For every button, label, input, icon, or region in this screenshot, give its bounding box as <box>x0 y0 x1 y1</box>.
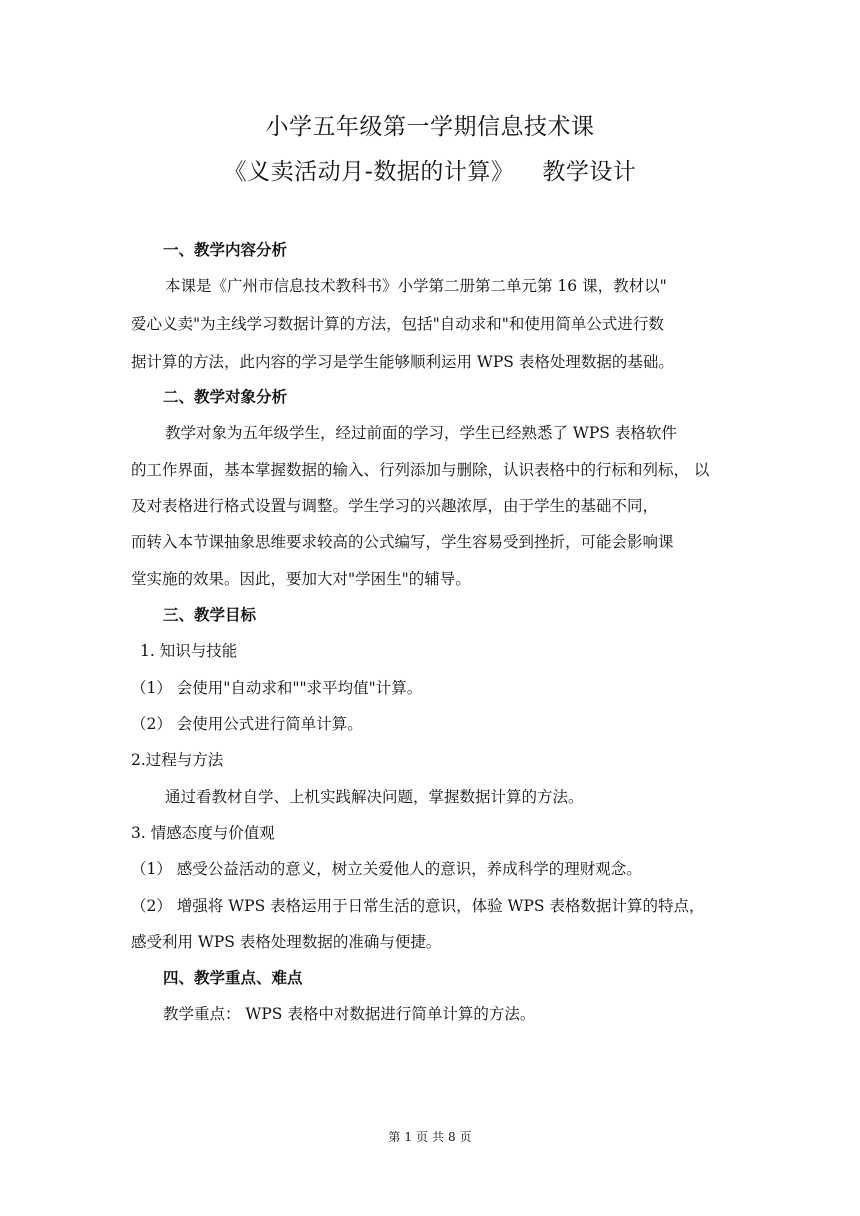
objective-subitem: （1） 会使用"自动求和""求平均值"计算。 <box>131 679 423 697</box>
section-heading-content-analysis: 一、教学内容分析 <box>163 241 288 259</box>
objective-subitem: 通过看教材自学、上机实践解决问题，掌握数据计算的方法。 <box>165 788 584 806</box>
design-label: 教学设计 <box>542 159 637 185</box>
objective-subitem: （2） 增强将 WPS 表格运用于日常生活的意识，体验 WPS 表格数据计算的特点， <box>131 897 705 915</box>
paragraph-line: 据计算的方法，此内容的学习是学生能够顺利运用 WPS 表格处理数据的基础。 <box>131 353 674 371</box>
lesson-title: 《义卖活动月-数据的计算》 <box>223 159 515 185</box>
paragraph-line: 教学对象为五年级学生，经过前面的学习，学生已经熟悉了 WPS 表格软件 <box>165 424 677 442</box>
section-heading-student-analysis: 二、教学对象分析 <box>163 388 288 406</box>
section-heading-key-points: 四、教学重点、难点 <box>163 969 303 987</box>
paragraph-line: 爱心义卖"为主线学习数据计算的方法，包括"自动求和"和使用简单公式进行数 <box>131 315 664 333</box>
objective-item: 3. 情感态度与价值观 <box>131 824 275 842</box>
paragraph-line: 而转入本节课抽象思维要求较高的公式编写，学生容易受到挫折，可能会影响课 <box>131 533 674 551</box>
page-footer <box>0 1128 860 1145</box>
paragraph-line: 教学重点： WPS 表格中对数据进行简单计算的方法。 <box>163 1005 536 1023</box>
objective-subitem: 感受利用 WPS 表格处理数据的准确与便捷。 <box>131 933 442 951</box>
objective-item: 2.过程与方法 <box>131 751 224 769</box>
section-heading-objectives: 三、教学目标 <box>163 606 257 624</box>
paragraph-line: 的工作界面，基本掌握数据的输入、行列添加与删除，认识表格中的行标和列标， 以 <box>131 461 710 479</box>
paragraph-line: 及对表格进行格式设置与调整。学生学习的兴趣浓厚，由于学生的基础不同， <box>131 497 659 515</box>
paragraph-line: 堂实施的效果。因此，要加大对"学困生"的辅导。 <box>131 570 471 588</box>
footer-page-label: 页 <box>415 1130 428 1144</box>
footer-suffix: 页 <box>459 1130 472 1144</box>
footer-prefix: 第 <box>388 1130 401 1144</box>
objective-subitem: （1） 感受公益活动的意义，树立关爱他人的意识，养成科学的理财观念。 <box>131 860 642 878</box>
document-title-line2 <box>0 153 860 186</box>
footer-total-pages: 8 <box>448 1130 456 1144</box>
footer-total-prefix: 共 <box>432 1130 445 1144</box>
document-title-line1: 小学五年级第一学期信息技术课 <box>265 114 595 140</box>
objective-item: 1. 知识与技能 <box>140 642 238 660</box>
footer-page-number: 1 <box>404 1130 412 1144</box>
paragraph-line: 本课是《广州市信息技术教科书》小学第二册第二单元第 16 课，教材以" <box>165 277 667 295</box>
objective-subitem: （2） 会使用公式进行简单计算。 <box>131 715 363 733</box>
